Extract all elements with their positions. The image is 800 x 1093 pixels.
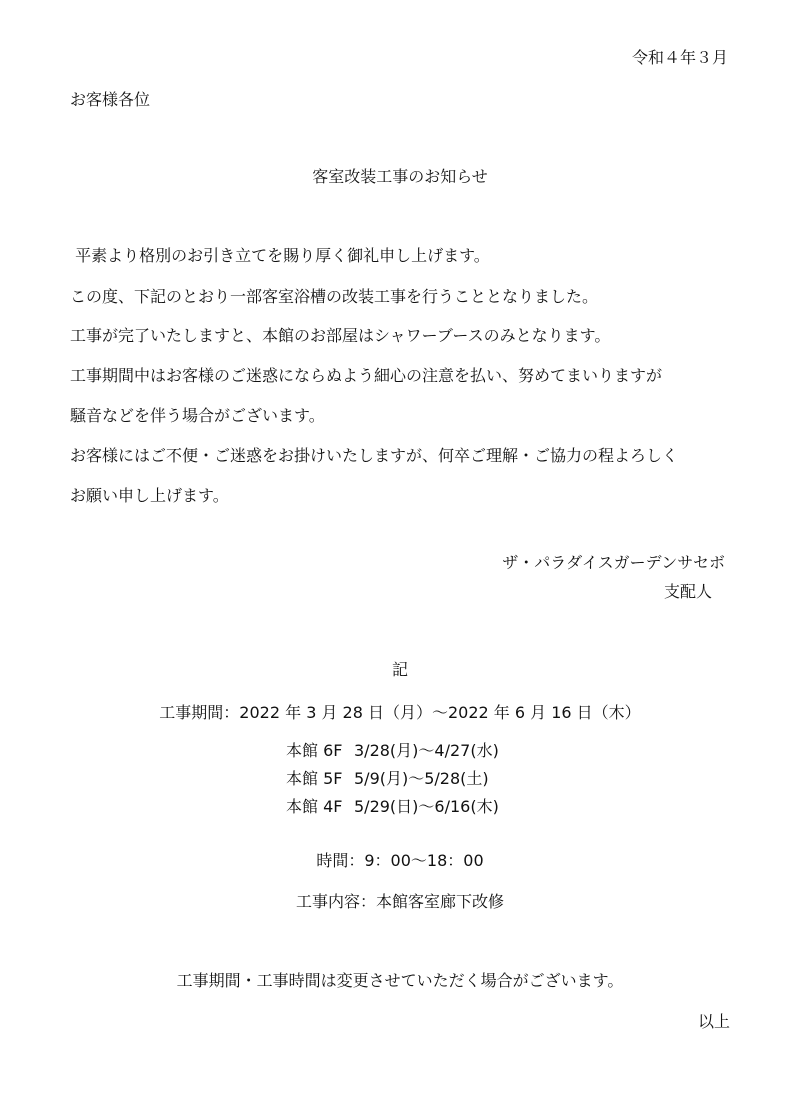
body-line: 騒音などを伴う場合がございます。 bbox=[70, 406, 325, 425]
schedule-building: 本館 6F bbox=[286, 741, 343, 760]
work-content: 工事内容：本館客室廊下改修 bbox=[295, 892, 504, 911]
issue-date: 令和４年３月 bbox=[631, 48, 728, 67]
construction-period: 工事期間：2022 年 3 月 28 日（月）～2022 年 6 月 16 日（木） bbox=[159, 703, 641, 722]
schedule-dates: 5/29(日)～6/16(木) bbox=[354, 797, 499, 816]
page-title: 客室改装工事のお知らせ bbox=[312, 167, 488, 186]
schedule-row bbox=[286, 769, 489, 788]
signature-hotel: ザ・パラダイスガーデンサセボ bbox=[502, 553, 725, 572]
body-line: 工事期間中はお客様のご迷惑にならぬよう細心の注意を払い、努めてまいりますが bbox=[70, 366, 663, 385]
schedule-building: 本館 5F bbox=[286, 769, 343, 788]
signature-role: 支配人 bbox=[663, 582, 712, 601]
work-hours: 時間：9：00～18：00 bbox=[316, 851, 484, 870]
schedule-row bbox=[286, 797, 499, 816]
schedule-dates: 3/28(月)～4/27(水) bbox=[354, 741, 499, 760]
body-line: 工事が完了いたしますと、本館のお部屋はシャワーブースのみとなります。 bbox=[70, 326, 611, 345]
schedule-dates: 5/9(月)～5/28(土) bbox=[354, 769, 489, 788]
body-line: お客様にはご不便・ご迷惑をお掛けいたしますが、何卒ご理解・ご協力の程よろしく bbox=[70, 446, 679, 465]
schedule-building: 本館 4F bbox=[286, 797, 343, 816]
closing-mark: 以上 bbox=[697, 1012, 730, 1031]
body-line: お願い申し上げます。 bbox=[70, 486, 229, 505]
change-notice: 工事期間・工事時間は変更させていただく場合がございます。 bbox=[176, 971, 624, 990]
body-line: この度、下記のとおり一部客室浴槽の改装工事を行うこととなりました。 bbox=[70, 287, 599, 306]
ki-heading: 記 bbox=[391, 660, 408, 679]
body-line: 平素より格別のお引き立てを賜り厚く御礼申し上げます。 bbox=[70, 246, 490, 265]
addressee: お客様各位 bbox=[70, 90, 151, 109]
schedule-row bbox=[286, 741, 499, 760]
